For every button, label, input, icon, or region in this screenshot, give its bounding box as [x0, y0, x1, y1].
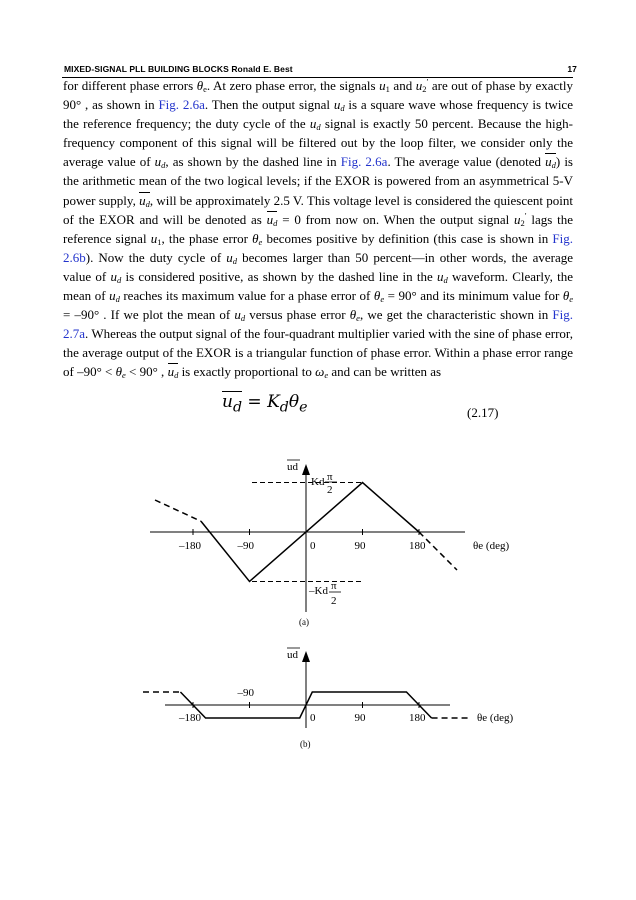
equation-number: (2.17) [467, 405, 499, 420]
fig-2-6a-link-2[interactable]: Fig. 2.6a [340, 154, 388, 170]
x-axis-label: θe (deg) [477, 712, 514, 724]
x-tick-label: 180 [409, 540, 426, 552]
neg-kd-label: –Kd [309, 585, 328, 597]
two-label: 2 [331, 595, 337, 607]
series-dashed-left [155, 500, 201, 521]
y-axis-label: ud [287, 649, 298, 661]
x-tick-label: 0 [310, 712, 316, 724]
running-header: MIXED-SIGNAL PLL BUILDING BLOCKS Ronald E. Best [64, 64, 293, 74]
equation-2-17: $u_d = K_d\theta_e$ [222, 392, 308, 416]
figure-a [150, 460, 509, 627]
caption-b: (b) [300, 739, 311, 749]
x-tick-label: 90 [354, 540, 366, 552]
y-axis-label: ud [287, 461, 298, 473]
pi-label: π [327, 471, 333, 483]
x-tick-label: 90 [354, 712, 366, 724]
fig-2-6b-link[interactable]: Fig. 2.6b [63, 230, 574, 265]
caption-a: (a) [299, 617, 309, 627]
x-axis-label: θe (deg) [473, 540, 510, 552]
body-paragraph: for different phase errors $\theta_e$. At zero phase error, the signals $u_1$ and $u_2'$ are out of phase by exactly 90° , as shown in Fig. 2.6a. Then the output signal $u_d$ is a square wave whose frequency is twice the reference frequency; the duty cycle of the $u_d$ signal is exactly 50 percent. Because the high-frequency component of this signal will be filtered out by the loop filter, we consider only the average value of $u_d$, as shown by the dashed line in Fig. 2.6a. The average value (denoted $u_d$) is the arithmetic mean of the two logical levels; if the EXOR is powered from an asymmetrical 5-V power supply, $u_d$, will be approximately 2.5 V. This voltage level is considered the quiescent point of the EXOR and will be denoted as $u_d = 0$ from now on. When the output signal $u_2'$ lags the reference signal $u_1$, the phase error $\theta_e$ becomes positive by definition (this case is shown in Fig. 2.6b). Now the duty cycle of $u_d$ becomes larger than 50 percent—in other words, the average value of $u_d$ is considered positive, as shown by the dashed line in the $u_d$ waveform. Clearly, the mean of $u_d$ reaches its maximum value for a phase error of $\theta_e = 90^\circ$ and its minimum value for $\theta_e = -90^\circ$ . If we plot the mean of $u_d$ versus phase error $\theta_e$, we get the characteristic shown in Fig. 2.7a. Whereas the output signal of the four-quadrant multiplier varied with the sine of phase error, the average output of the EXOR is a triangular function of phase error. Within a phase error range of $-90^\circ < \theta_e < 90^\circ$ , $u_d$ is exactly proportional to $\omega_e$ and can be written as [63, 76, 574, 381]
y-axis-arrow [302, 464, 310, 475]
ud-overline: $u_d$ [545, 154, 556, 171]
fig-2-6a-link[interactable]: Fig. 2.6a [158, 97, 205, 113]
page-number: 17 [567, 64, 577, 74]
pi-label: π [331, 580, 337, 592]
x-tick-label: –90 [237, 687, 254, 699]
figure-b [143, 648, 513, 749]
x-tick-label: 180 [409, 712, 426, 724]
x-tick-label: –180 [178, 712, 201, 724]
fig-2-7a-link[interactable]: Fig. 2.7a [63, 307, 574, 342]
x-tick-label: 0 [310, 540, 316, 552]
kd-label: Kd [311, 476, 325, 488]
x-tick-label: –180 [178, 540, 201, 552]
two-label: 2 [327, 484, 333, 496]
x-tick-label: –90 [237, 540, 254, 552]
y-axis-arrow [302, 651, 310, 662]
